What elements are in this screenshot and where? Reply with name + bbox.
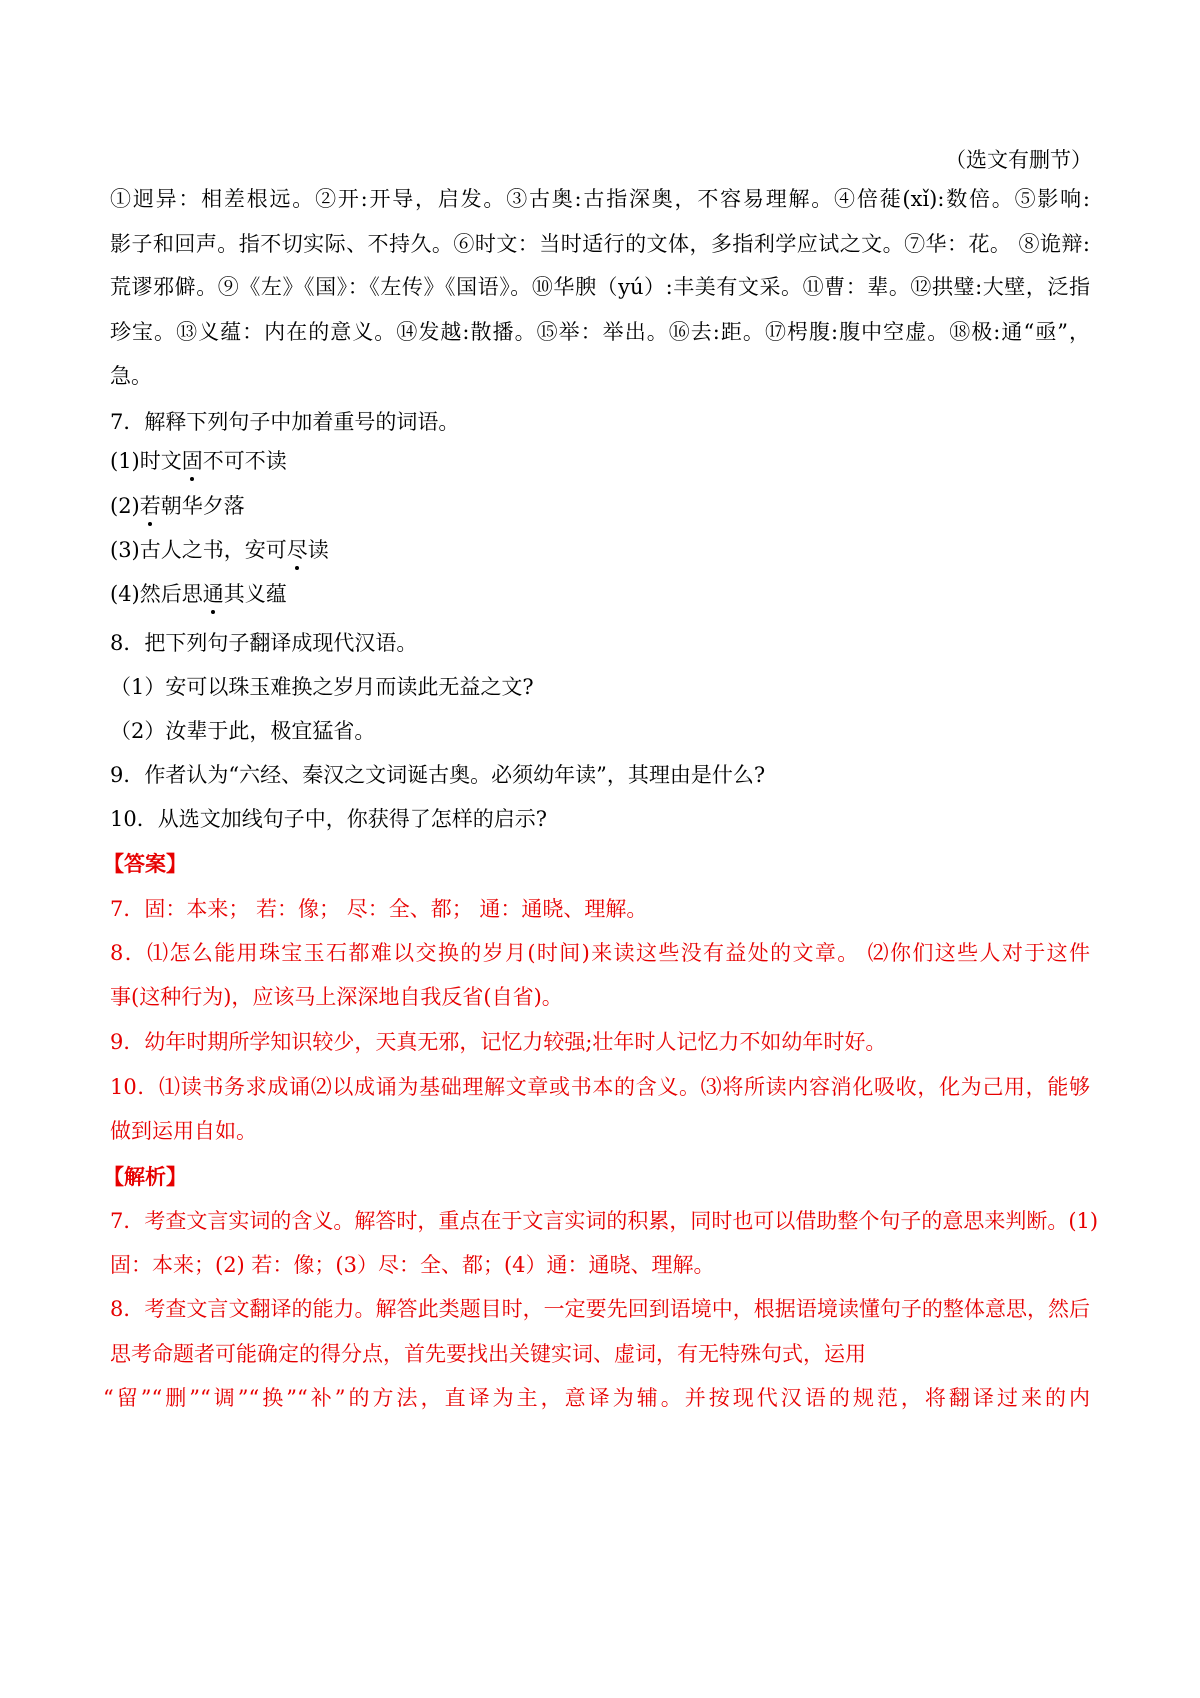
q10-stem: 10．从选文加线句子中，你获得了怎样的启示?: [110, 807, 547, 831]
notes-line-4: 珍宝。⑬义蕴：内在的意义。⑭发越:散播。⑮举：举出。⑯去:距。⑰枵腹:腹中空虚。⑱极:通“亟”，: [110, 320, 1090, 344]
answer-heading: 【答案】: [103, 851, 187, 876]
q7-item-3: (3)古人之书，安可尽读: [110, 535, 329, 565]
analysis-8-line-2: 思考命题者可能确定的得分点，首先要找出关键实词、虚词，有无特殊句式，运用: [110, 1342, 866, 1366]
notes-line-3: 荒谬邪僻。⑨《左》《国》：《左传》《国语》。⑩华腴（yú）:丰美有文采。⑪曹：辈。⑫拱璧:大壁，泛指: [110, 275, 1090, 299]
answer-10-line-2: 做到运用自如。: [110, 1119, 257, 1143]
answer-10-line-1: 10．⑴读书务求成诵⑵以成诵为基础理解文章或书本的含义。⑶将所读内容消化吸收，化为己用，能够: [110, 1075, 1090, 1099]
q7-item-1: (1)时文固不可不读: [110, 446, 287, 476]
notes-line-1: ①迥异：相差根远。②开:开导，启发。③古奥:古指深奥，不容易理解。④倍蓰(xǐ):数倍。⑤影响:: [110, 187, 1090, 211]
q8-stem: 8．把下列句子翻译成现代汉语。: [110, 631, 418, 655]
q9-stem: 9．作者认为“六经、秦汉之文词诞古奥。必须幼年读”，其理由是什么?: [110, 763, 766, 787]
analysis-heading: 【解析】: [103, 1164, 187, 1189]
notes-line-2: 影子和回声。指不切实际、不持久。⑥时文：当时适行的文体，多指利学应试之文。⑦华：花。 ⑧诡辩:: [110, 232, 1090, 256]
emphasis-word: 通: [203, 579, 224, 609]
q8-item-2: （2）汝辈于此，极宜猛省。: [110, 719, 376, 743]
answer-8-line-2: 事(这种行为)，应该马上深深地自我反省(自省)。: [110, 985, 563, 1009]
analysis-8-line-1: 8．考查文言文翻译的能力。解答此类题目时，一定要先回到语境中，根据语境读懂句子的整体意思，然后: [110, 1297, 1090, 1321]
q7-item-4: (4)然后思通其义蕴: [110, 579, 287, 609]
notes-line-5: 急。: [110, 364, 152, 388]
emphasis-word: 固: [182, 446, 203, 476]
source-note: （选文有删节）: [945, 148, 1092, 172]
answer-9: 9．幼年时期所学知识较少，天真无邪，记忆力较强;壮年时人记忆力不如幼年时好。: [110, 1030, 887, 1054]
analysis-7-line-2: 固：本来；(2) 若：像；(3）尽：全、都；(4）通：通晓、理解。: [110, 1253, 715, 1277]
q7-stem: 7．解释下列句子中加着重号的词语。: [110, 410, 460, 434]
emphasis-word: 若: [140, 491, 161, 521]
answer-7: 7．固：本来； 若：像； 尽：全、都； 通：通晓、理解。: [110, 897, 648, 921]
answer-8-line-1: 8．⑴怎么能用珠宝玉石都难以交换的岁月(时间)来读这些没有益处的文章。 ⑵你们这些人对于这件: [110, 941, 1090, 965]
analysis-7-line-1: 7．考查文言实词的含义。解答时，重点在于文言实词的积累，同时也可以借助整个句子的意思来判断。(1): [110, 1209, 1099, 1233]
analysis-8-line-3: “留”“删”“调”“换”“补”的方法，直译为主，意译为辅。并按现代汉语的规范，将翻译过来的内: [103, 1386, 1090, 1410]
emphasis-word: 尽: [287, 535, 308, 565]
q7-item-2: (2)若朝华夕落: [110, 491, 245, 521]
q8-item-1: （1）安可以珠玉难换之岁月而读此无益之文?: [110, 675, 534, 699]
